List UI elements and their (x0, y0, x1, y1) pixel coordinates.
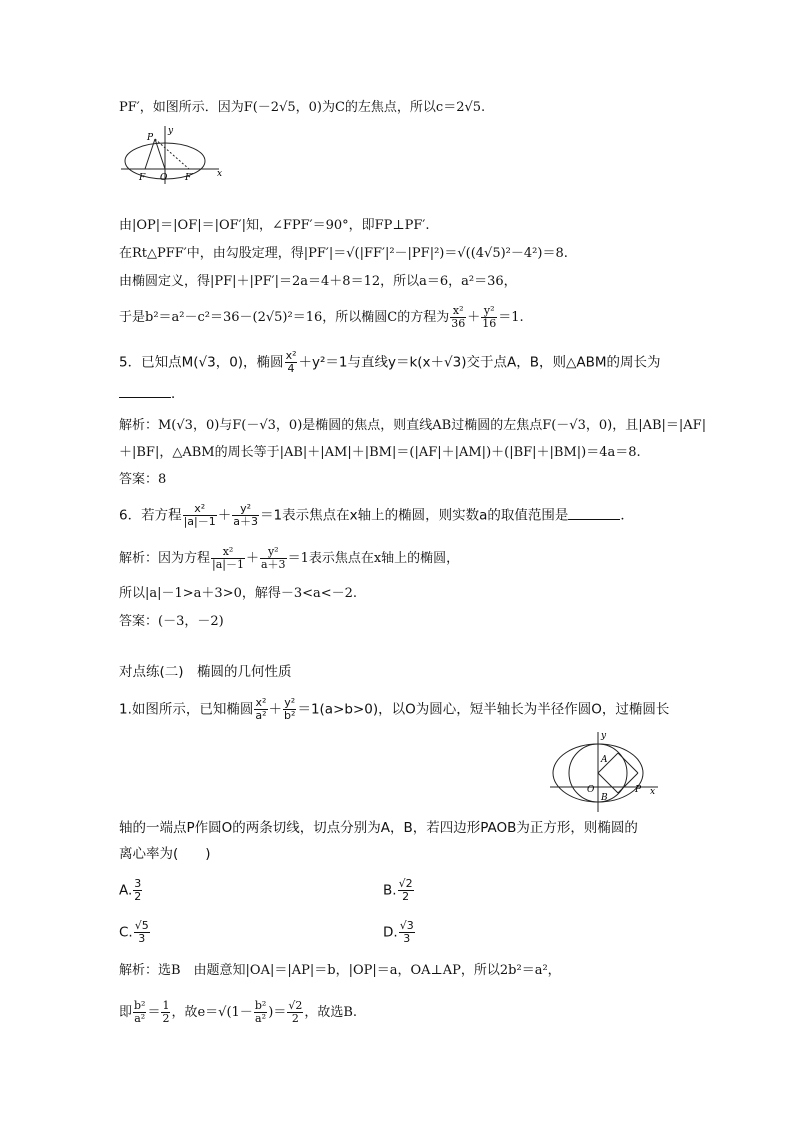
option-a[interactable]: A. $\frac{3}{2}$ (119, 877, 142, 903)
answer-blank-line: ． (119, 386, 185, 402)
solution-line: 解析：选B 由题意知|OA|＝|AP|＝b，|OP|＝a，OA⊥AP，所以2b²＝a²， (119, 963, 561, 978)
fraction: $\frac{\text{y²}}{a+3}$ (233, 502, 258, 528)
option-c[interactable]: C. $\frac{√5}{3}$ (119, 919, 149, 945)
question-1-cont: 离心率为( ) (119, 846, 211, 862)
svg-text:O: O (587, 785, 595, 795)
solution-line: 解析：M(√3，0)与F(－√3，0)是椭圆的焦点，则直线AB过椭圆的左焦点F(－√3，0)，且|AB|＝|AF| (119, 418, 707, 433)
solution-line: 即 $\frac{\text{b²}}{\text{a²}}$ ＝ $\frac{1}{2}$ ，故e＝√(1－ $\frac{\text{b²}}{\text{a²}}$ )＝ $\frac{√2}{2}$ ，故选B. (119, 999, 358, 1025)
svg-text:F: F (139, 173, 146, 183)
svg-text:y: y (168, 126, 174, 136)
fraction: $\frac{\text{y²}}{\text{b²}}$ (284, 696, 296, 722)
ellipse-circle-figure (546, 730, 664, 814)
question-1: 1.如图所示，已知椭圆 $\frac{\text{x²}}{\text{a²}}$ ＋ $\frac{\text{y²}}{\text{b²}}$ ＝1(a>b>0)，以O为圆心，短半轴长为半径作圆O，过椭圆长 (119, 696, 670, 722)
solution-line: PF′，如图所示．因为F(－2√5，0)为C的左焦点，所以c＝2√5. (119, 100, 486, 115)
option-b[interactable]: B. $\frac{√2}{2}$ (383, 877, 413, 903)
fraction: $\frac{\text{x²}}{36}$ (451, 304, 466, 330)
solution-line: 由椭圆定义，得|PF|＋|PF′|＝2a＝4＋8＝12，所以a＝6，a²＝36， (119, 274, 517, 289)
svg-text:O: O (160, 173, 168, 183)
fraction: $\frac{\text{x²}}{|a|-1}$ (183, 502, 216, 528)
svg-text:A: A (601, 755, 608, 765)
ellipse-focus-figure (121, 124, 241, 186)
question-5: 5．已知点M(√3，0)，椭圆 $\frac{\text{x²}}{4}$ ＋y²＝1与直线y＝k(x＋√3)交于点A，B，则△ABM的周长为 (119, 349, 661, 375)
question-1-cont: 轴的一端点P作圆O的两条切线，切点分别为A，B，若四边形PAOB为正方形，则椭圆的 (119, 820, 638, 836)
svg-text:B: B (601, 793, 608, 803)
solution-line: 由|OP|＝|OF|＝|OF′|知，∠FPF′＝90°，即FP⊥PF′. (119, 218, 430, 233)
svg-text:P: P (635, 785, 642, 795)
fraction: $\frac{\text{x²}}{\text{a²}}$ (255, 696, 267, 722)
answer-blank (119, 387, 171, 398)
answer-line: 答案：(－3，－2) (119, 614, 224, 629)
svg-text:x: x (217, 169, 223, 179)
section-title: 对点练(二) 椭圆的几何性质 (119, 664, 292, 680)
solution-line: 所以|a|－1>a＋3>0，解得－3<a<－2. (119, 586, 358, 601)
solution-line: 在Rt△PFF′中，由勾股定理，得|PF′|＝√(|FF′|²－|PF|²)＝√((4√5)²－4²)＝8. (119, 246, 568, 261)
svg-text:y: y (601, 731, 607, 741)
answer-line: 答案：8 (119, 472, 167, 487)
answer-blank (568, 509, 620, 520)
svg-text:F′: F′ (185, 173, 194, 183)
fraction: $\frac{\text{y²}}{a+3}$ (261, 545, 286, 571)
fraction: $\frac{\text{x²}}{|a|-1}$ (212, 545, 244, 571)
fraction: $\frac{\text{y²}}{16}$ (482, 304, 497, 330)
solution-line: ＋|BF|，△ABM的周长等于|AB|＋|AM|＋|BM|＝(|AF|＋|AM|)＋(|BF|＋|BM|)＝4a＝8. (119, 445, 641, 460)
svg-text:x: x (650, 787, 656, 797)
question-6: 6．若方程 $\frac{\text{x²}}{|a|-1}$ ＋ $\frac{\text{y²}}{a+3}$ ＝1表示焦点在x轴上的椭圆，则实数a的取值范围是 ． (119, 502, 634, 528)
solution-line: 解析：因为方程 $\frac{\text{x²}}{|a|-1}$ ＋ $\frac{\text{y²}}{a+3}$ ＝1表示焦点在x轴上的椭圆， (119, 545, 460, 571)
fraction: $\frac{\text{x²}}{4}$ (285, 349, 297, 375)
solution-line: 于是b²＝a²－c²＝36－(2√5)²＝16，所以椭圆C的方程为 $\frac{\text{x²}}{36}$ ＋ $\frac{\text{y²}}{16}$ ＝1. (119, 304, 524, 330)
svg-text:P: P (147, 133, 154, 143)
option-d[interactable]: D. $\frac{√3}{3}$ (383, 919, 414, 945)
